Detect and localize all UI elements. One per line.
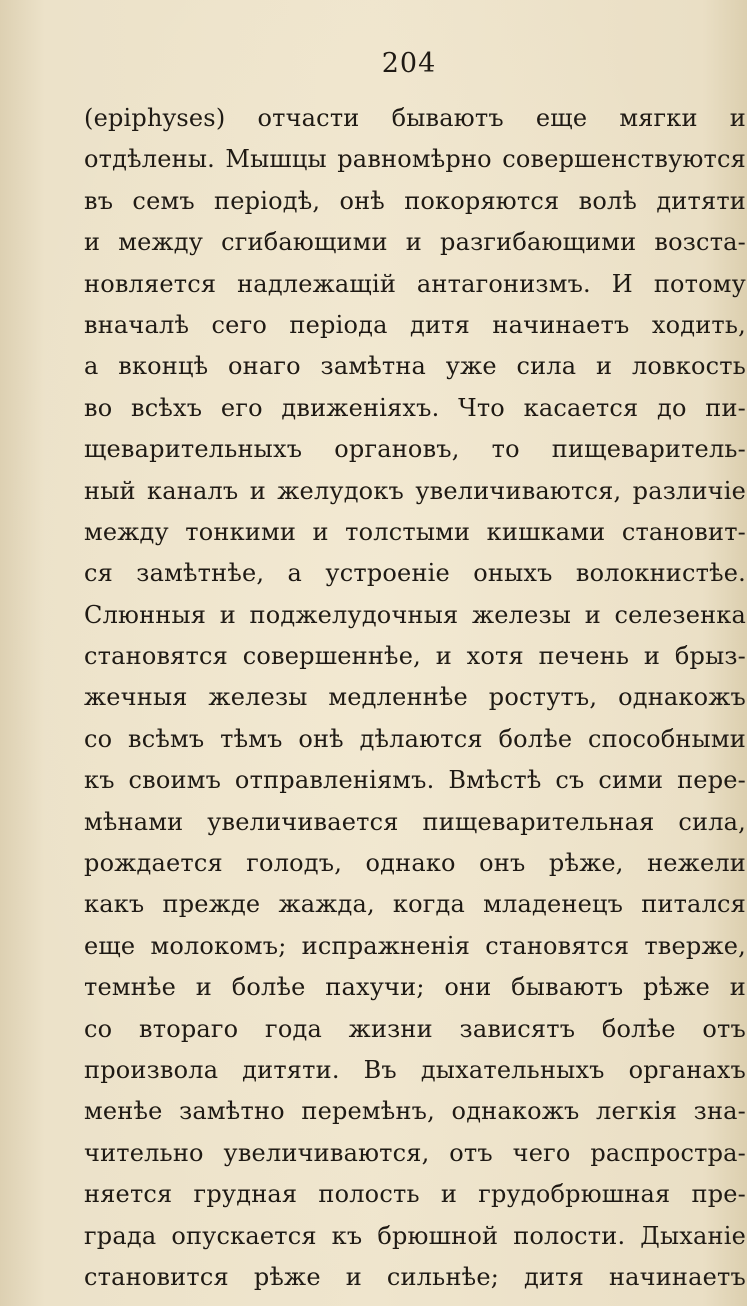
text-line: въ семъ періодѣ, онѣ покоряются волѣ дитяти xyxy=(84,186,746,215)
text-line: отдѣлены. Мышцы равномѣрно совершенствуются xyxy=(84,145,746,174)
body-text xyxy=(84,98,746,1298)
text-line: становятся совершеннѣе, и хотя печень и брыз- xyxy=(84,642,746,671)
text-line: со втораго года жизни зависятъ болѣе отъ xyxy=(84,1014,746,1043)
page-number: 204 xyxy=(381,48,437,79)
text-line: жечныя железы медленнѣе ростутъ, однакожъ xyxy=(84,683,746,712)
text-line: щеварительныхъ органовъ, то пищеваритель- xyxy=(84,435,746,464)
text-line: мѣнами увеличивается пищеварительная сила, xyxy=(84,807,746,836)
text-line: няется грудная полость и грудобрюшная пре- xyxy=(84,1180,746,1209)
text-line: а вконцѣ онаго замѣтна уже сила и ловкость xyxy=(84,352,746,381)
text-line: произвола дитяти. Въ дыхательныхъ органахъ xyxy=(84,1055,746,1084)
text-line: темнѣе и болѣе пахучи; они бываютъ рѣже и xyxy=(84,973,746,1002)
text-line: еще молокомъ; испражненія становятся тверже, xyxy=(84,931,746,960)
text-line: со всѣмъ тѣмъ онѣ дѣлаются болѣе способными xyxy=(84,724,746,753)
text-line: Слюнныя и поджелудочныя железы и селезенка xyxy=(84,600,746,629)
text-line: града опускается къ брюшной полости. Дыханіе xyxy=(84,1221,746,1250)
text-line: какъ прежде жажда, когда младенецъ питался xyxy=(84,890,746,919)
text-line: къ своимъ отправленіямъ. Вмѣстѣ съ сими пере- xyxy=(84,766,746,795)
text-line: новляется надлежащій антагонизмъ. И потому xyxy=(84,269,746,298)
text-line: и между сгибающими и разгибающими возста- xyxy=(84,228,746,257)
text-line: между тонкими и толстыми кишками становит- xyxy=(84,517,746,546)
text-line: вначалѣ сего періода дитя начинаетъ ходить, xyxy=(84,310,746,339)
text-line: рождается голодъ, однако онъ рѣже, нежели xyxy=(84,849,746,878)
text-line: ный каналъ и желудокъ увеличиваются, различіе xyxy=(84,476,746,505)
text-line: менѣе замѣтно перемѣнъ, однакожъ легкія зна- xyxy=(84,1097,746,1126)
text-line: чительно увеличиваются, отъ чего распростра- xyxy=(84,1138,746,1167)
text-line: (epiphyses) отчасти бываютъ еще мягки и xyxy=(84,104,746,132)
text-line: во всѣхъ его движеніяхъ. Что касается до пи- xyxy=(84,393,746,422)
text-line: становится рѣже и сильнѣе; дитя начинаетъ xyxy=(84,1262,746,1291)
text-line: ся замѣтнѣе, а устроеніе оныхъ волокнистѣе. xyxy=(84,559,746,588)
